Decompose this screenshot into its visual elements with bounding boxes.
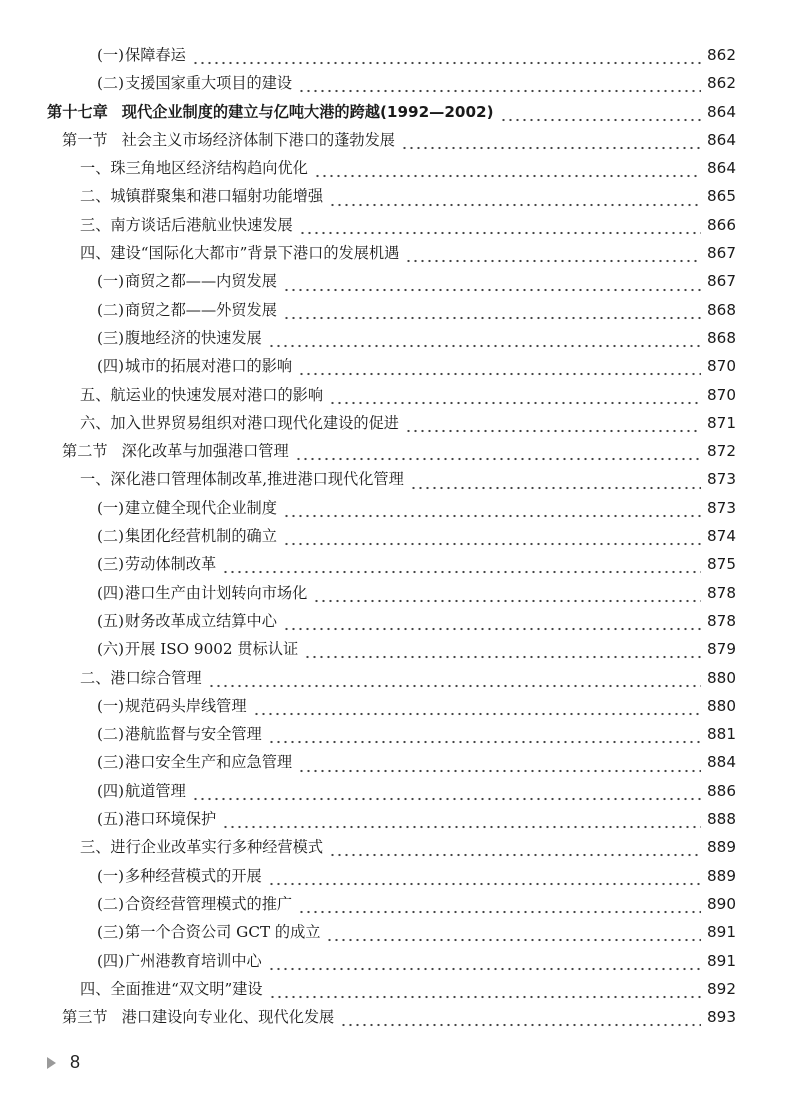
toc-entry — [0, 44, 790, 72]
toc-entry-page: 870 — [707, 385, 736, 404]
toc-entry-page: 892 — [707, 979, 736, 998]
toc-entry — [0, 638, 790, 666]
dot-leader — [329, 853, 701, 857]
toc-entry-number: 二、 — [80, 668, 111, 687]
dot-leader — [405, 259, 701, 263]
toc-entry-number: (二) — [97, 894, 125, 913]
toc-entry-title: 港口建设向专业化、现代化发展 — [121, 1008, 335, 1027]
dot-leader — [283, 514, 701, 518]
toc-entry — [0, 1006, 790, 1034]
dot-leader — [326, 938, 701, 942]
dot-leader — [298, 89, 701, 93]
dot-leader — [269, 995, 701, 999]
toc-entry-number: (一) — [97, 46, 125, 64]
toc-entry — [0, 582, 790, 610]
toc-entry-title: 航道管理 — [125, 781, 186, 800]
toc-entry — [0, 185, 790, 213]
toc-entry-title: 支援国家重大项目的建设 — [125, 74, 293, 93]
toc-entry-title: 劳动体制改革 — [125, 555, 217, 574]
toc-entry-number: 一、 — [80, 470, 111, 489]
toc-entry-title: 商贸之都——内贸发展 — [125, 272, 277, 291]
dot-leader — [222, 570, 701, 574]
toc-entry — [0, 865, 790, 893]
toc-entry-title: 第一个合资公司 GCT 的成立 — [125, 923, 321, 942]
toc-entry-title: 港口环境保护 — [125, 810, 217, 829]
dot-leader — [295, 457, 701, 461]
dot-leader — [405, 429, 701, 433]
toc-entry-title: 全面推进“双文明”建设 — [110, 979, 263, 998]
toc-entry-title: 港口综合管理 — [110, 668, 202, 687]
toc-entry — [0, 72, 790, 100]
dot-leader — [329, 203, 701, 207]
toc-entry-page: 870 — [707, 357, 736, 376]
toc-entry — [0, 780, 790, 808]
toc-entry — [0, 695, 790, 723]
toc-entry-title: 现代企业制度的建立与亿吨大港的跨越(1992—2002) — [121, 102, 494, 121]
toc-entry-page: 878 — [707, 611, 736, 630]
dot-leader — [268, 740, 701, 744]
toc-entry-title: 进行企业改革实行多种经营模式 — [110, 838, 323, 857]
toc-entry — [0, 412, 790, 440]
toc-entry-page: 880 — [707, 668, 736, 687]
dot-leader — [314, 174, 701, 178]
dot-leader — [283, 627, 701, 631]
toc-entry-page: 880 — [707, 696, 736, 715]
dot-leader — [329, 401, 701, 405]
toc-entry-page: 864 — [707, 159, 736, 178]
dot-leader — [222, 825, 701, 829]
dot-leader — [500, 118, 701, 122]
toc-entry-number: 四、 — [80, 244, 111, 263]
toc-entry — [0, 950, 790, 978]
dot-leader — [192, 797, 701, 801]
toc-entry — [0, 723, 790, 751]
toc-entry — [0, 893, 790, 921]
toc-entry — [0, 667, 790, 695]
toc-entry-page: 886 — [707, 781, 736, 800]
toc-entry-number: (四) — [97, 357, 125, 376]
toc-entry-page: 879 — [707, 640, 736, 659]
dot-leader — [340, 1023, 701, 1027]
dot-leader — [298, 910, 701, 914]
toc-entry — [0, 101, 790, 129]
dot-leader — [208, 684, 702, 688]
toc-entry-page: 864 — [707, 130, 736, 149]
toc-entry-number: (三) — [97, 923, 125, 942]
toc-entry — [0, 129, 790, 157]
dot-leader — [268, 344, 701, 348]
toc-entry — [0, 808, 790, 836]
toc-entry-title: 合资经营管理模式的推广 — [125, 894, 293, 913]
toc-entry — [0, 751, 790, 779]
toc-entry — [0, 327, 790, 355]
toc-entry — [0, 921, 790, 949]
toc-entry-number: (四) — [97, 583, 125, 602]
dot-leader — [298, 769, 701, 773]
toc-entry-title: 商贸之都——外贸发展 — [125, 300, 277, 319]
toc-entry-number: 五、 — [80, 385, 111, 404]
toc-entry-title: 珠三角地区经济结构趋向优化 — [110, 159, 308, 178]
dot-leader — [401, 146, 701, 150]
toc-entry-title: 建立健全现代企业制度 — [125, 498, 277, 517]
toc-entry-page: 878 — [707, 583, 736, 602]
toc-entry-title: 集团化经营机制的确立 — [125, 527, 277, 546]
toc-entry-page: 865 — [707, 187, 736, 206]
toc-entry-number: (二) — [97, 527, 125, 546]
toc-entry-title: 广州港教育培训中心 — [125, 951, 262, 970]
toc-entry-page: 881 — [707, 725, 736, 744]
toc-entry — [0, 497, 790, 525]
toc-entry-title: 财务改革成立结算中心 — [125, 611, 277, 630]
toc-entry-number: (一) — [97, 866, 125, 885]
triangle-right-icon — [47, 1057, 56, 1069]
toc-entry-page: 893 — [707, 1008, 736, 1027]
toc-entry-title: 南方谈话后港航业快速发展 — [110, 215, 293, 234]
dot-leader — [268, 967, 701, 971]
toc-entry-page: 871 — [707, 413, 736, 432]
toc-entry — [0, 242, 790, 270]
toc-entry-number: 三、 — [80, 215, 111, 234]
toc-entry — [0, 384, 790, 412]
toc-entry-number: 第三节 — [62, 1008, 108, 1027]
toc-entry — [0, 553, 790, 581]
toc-entry-title: 城镇群聚集和港口辐射功能增强 — [110, 187, 323, 206]
dot-leader — [283, 542, 701, 546]
toc-entry-page: 891 — [707, 923, 736, 942]
toc-entry — [0, 355, 790, 383]
toc-entry-number: (六) — [97, 640, 125, 659]
toc-entry — [0, 525, 790, 553]
toc-entry-page: 873 — [707, 470, 736, 489]
toc-entry-title: 港航监督与安全管理 — [125, 725, 262, 744]
toc-entry-page: 862 — [707, 74, 736, 93]
page-footer — [47, 1052, 80, 1073]
toc-entry-number: (二) — [97, 74, 125, 93]
dot-leader — [410, 486, 701, 490]
toc-entry-title: 腹地经济的快速发展 — [125, 328, 262, 347]
toc-entry-page: 874 — [707, 527, 736, 546]
toc-entry-number: (一) — [97, 498, 125, 517]
toc-entry-title: 深化港口管理体制改革,推进港口现代化管理 — [110, 470, 404, 489]
toc-entry-page: 864 — [707, 102, 736, 121]
dot-leader — [253, 712, 701, 716]
toc-entry-title: 社会主义市场经济体制下港口的蓬勃发展 — [121, 130, 395, 149]
toc-entry-number: 一、 — [80, 159, 111, 178]
dot-leader — [192, 61, 701, 65]
toc-entry-title: 港口安全生产和应急管理 — [125, 753, 293, 772]
dot-leader — [313, 599, 701, 603]
dot-leader — [298, 372, 701, 376]
dot-leader — [283, 288, 701, 292]
toc-entry — [0, 157, 790, 185]
toc-entry-number: (一) — [97, 272, 125, 291]
dot-leader — [304, 655, 701, 659]
toc-entry-number: 六、 — [80, 413, 111, 432]
table-of-contents — [0, 44, 790, 1034]
toc-entry-page: 862 — [707, 46, 736, 64]
toc-entry-page: 867 — [707, 244, 736, 263]
toc-entry-number: (三) — [97, 753, 125, 772]
toc-entry-number: 第十七章 — [47, 102, 108, 121]
toc-entry-page: 891 — [707, 951, 736, 970]
page-number: 8 — [70, 1052, 81, 1072]
toc-entry-page: 889 — [707, 838, 736, 857]
toc-entry-page: 868 — [707, 300, 736, 319]
toc-entry-number: (一) — [97, 696, 125, 715]
toc-entry-page: 867 — [707, 272, 736, 291]
toc-entry — [0, 610, 790, 638]
toc-entry-number: (三) — [97, 328, 125, 347]
dot-leader — [283, 316, 701, 320]
toc-entry — [0, 468, 790, 496]
dot-leader — [299, 231, 701, 235]
toc-entry-number: (三) — [97, 555, 125, 574]
toc-entry-number: 二、 — [80, 187, 111, 206]
toc-entry — [0, 270, 790, 298]
toc-entry-number: (五) — [97, 611, 125, 630]
toc-entry — [0, 299, 790, 327]
toc-entry-page: 884 — [707, 753, 736, 772]
toc-entry-number: 第一节 — [62, 130, 108, 149]
toc-entry-number: 三、 — [80, 838, 111, 857]
toc-entry — [0, 440, 790, 468]
toc-entry-number: (四) — [97, 781, 125, 800]
toc-entry-title: 多种经营模式的开展 — [125, 866, 262, 885]
toc-entry — [0, 836, 790, 864]
toc-entry-title: 加入世界贸易组织对港口现代化建设的促进 — [110, 413, 399, 432]
toc-entry-number: 四、 — [80, 979, 111, 998]
toc-entry-page: 873 — [707, 498, 736, 517]
toc-entry-page: 890 — [707, 894, 736, 913]
toc-entry-title: 建设“国际化大都市”背景下港口的发展机遇 — [110, 244, 400, 263]
toc-entry-title: 航运业的快速发展对港口的影响 — [110, 385, 323, 404]
toc-entry-page: 872 — [707, 442, 736, 461]
toc-entry-number: (二) — [97, 300, 125, 319]
dot-leader — [268, 882, 701, 886]
toc-entry — [0, 214, 790, 242]
toc-entry — [0, 978, 790, 1006]
toc-entry-title: 保障春运 — [125, 46, 186, 64]
toc-entry-number: (二) — [97, 725, 125, 744]
toc-entry-page: 866 — [707, 215, 736, 234]
toc-entry-page: 868 — [707, 328, 736, 347]
toc-entry-page: 875 — [707, 555, 736, 574]
toc-entry-title: 城市的拓展对港口的影响 — [125, 357, 293, 376]
toc-entry-number: 第二节 — [62, 442, 108, 461]
toc-entry-title: 开展 ISO 9002 贯标认证 — [125, 640, 299, 659]
toc-entry-page: 888 — [707, 810, 736, 829]
toc-entry-number: (四) — [97, 951, 125, 970]
toc-entry-page: 889 — [707, 866, 736, 885]
toc-entry-title: 深化改革与加强港口管理 — [121, 442, 289, 461]
toc-entry-title: 港口生产由计划转向市场化 — [125, 583, 308, 602]
toc-entry-title: 规范码头岸线管理 — [125, 696, 247, 715]
toc-entry-number: (五) — [97, 810, 125, 829]
